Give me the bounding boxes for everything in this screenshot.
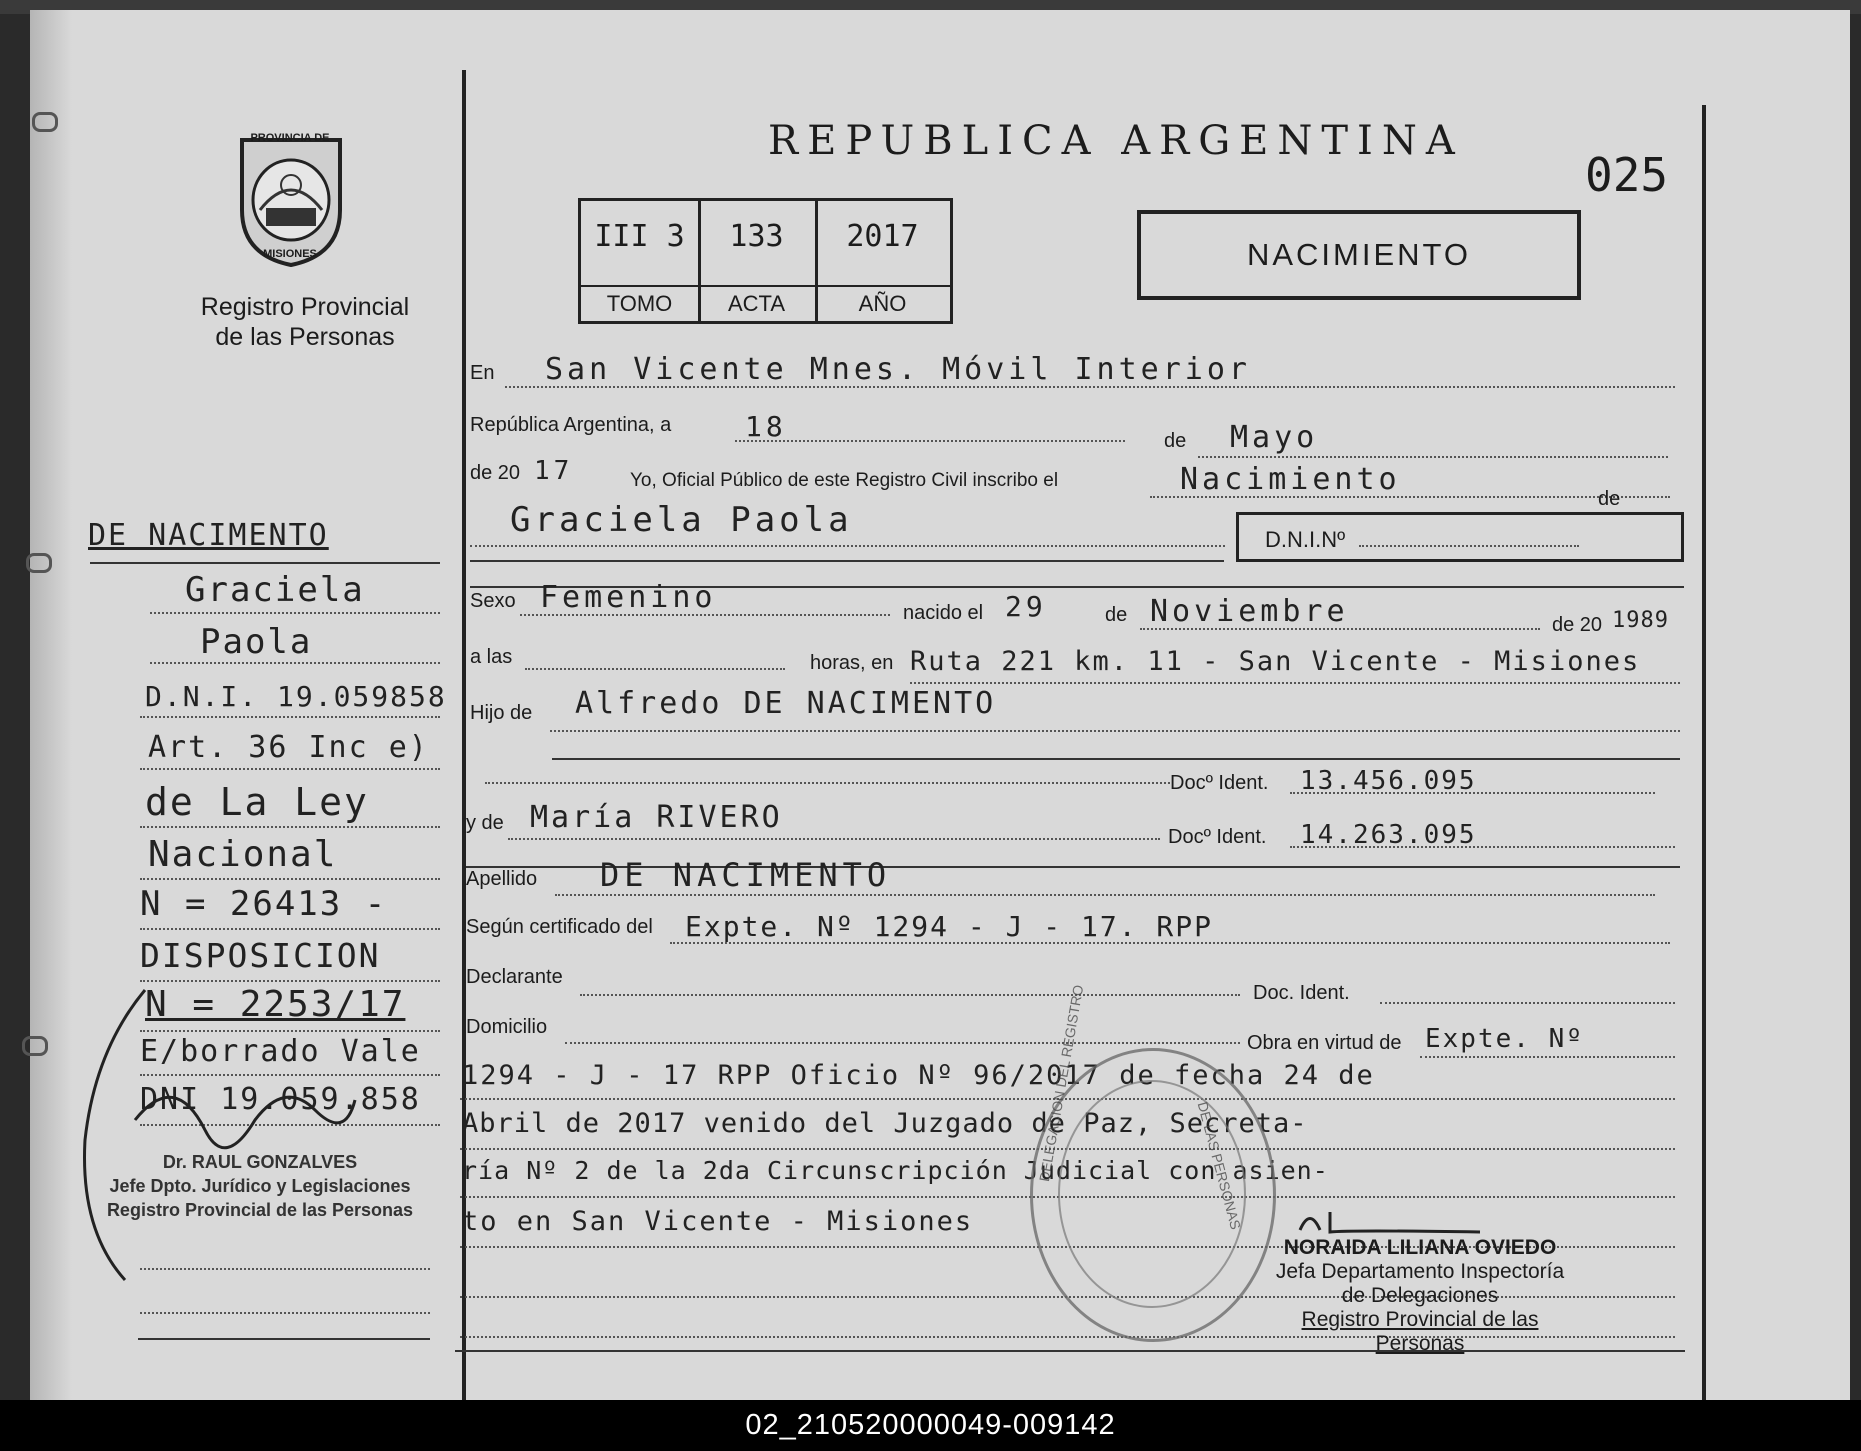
obs-text-3: ría Nº 2 de la 2da Circunscripción Judicial con asien-	[462, 1156, 1329, 1185]
dni-line	[1359, 545, 1579, 547]
margin-line-7: Nacional	[148, 834, 338, 875]
declarante-line	[580, 994, 1240, 996]
segun-label: Según certificado del	[466, 916, 653, 938]
inscribo-value: Nacimiento	[1180, 462, 1401, 497]
place-value: Ruta 221 km. 11 - San Vicente - Misiones	[910, 646, 1641, 677]
dni-box	[1236, 512, 1684, 562]
seal-left-text: DELEGACION DEL REGISTRO	[1036, 983, 1087, 1183]
declarante-doc-label: Doc. Ident.	[1253, 982, 1350, 1004]
signature-block	[1260, 1236, 1580, 1356]
margin-dotted-6	[140, 826, 440, 828]
seal-right-text: DE LAS PERSONAS	[1194, 1100, 1245, 1232]
mother-value: María RIVERO	[530, 800, 783, 835]
en-label: En	[470, 362, 495, 384]
margin-line-6: de La Ley	[145, 780, 369, 824]
oficial-text: Yo, Oficial Público de este Registro Civil inscribo el	[630, 470, 1059, 491]
image-code-footer: 02_210520000049-009142	[0, 1400, 1861, 1451]
sexo-label: Sexo	[470, 590, 516, 612]
margin-signature	[55, 970, 435, 1310]
name-line	[470, 545, 1225, 547]
obs-text-2: Abril de 2017 venido del Juzgado de Paz, Secreta-	[462, 1108, 1308, 1139]
mother-doc: 14.263.095	[1300, 820, 1477, 850]
yde-label: y de	[466, 812, 504, 834]
margin-dotted-13	[140, 1268, 430, 1270]
dni-label: D.N.I.Nº	[1265, 527, 1346, 552]
de20-label-2: de 20	[1552, 614, 1603, 636]
acta-label: ACTA	[698, 285, 815, 317]
obra-label: Obra en virtud de	[1247, 1032, 1402, 1054]
margin-dotted-5	[140, 768, 440, 770]
ano-cell	[815, 201, 950, 321]
sexo-value: Femenino	[540, 580, 717, 615]
de-label-3: de	[1105, 604, 1128, 626]
logo-bottom-text: MISIONES	[263, 248, 317, 260]
margin-dotted-3	[150, 662, 440, 664]
document-type-box: NACIMIENTO	[1137, 210, 1581, 300]
tomo-label: TOMO	[581, 285, 698, 317]
de-label-2: de	[1598, 488, 1621, 510]
signatory-name: NORAIDA LILIANA OVIEDO	[1283, 1236, 1557, 1259]
obs-text-4: to en San Vicente - Misiones	[462, 1206, 974, 1237]
tomo-cell	[581, 201, 701, 321]
republica-label: República Argentina, a	[470, 414, 672, 436]
name-rule	[470, 560, 1224, 562]
logo-top-text: PROVINCIA DE	[250, 132, 330, 144]
father-extra-line	[485, 782, 1170, 784]
margin-line-11: E/borrado Vale	[140, 1034, 421, 1069]
mother-doc-label: Docº Ident.	[1168, 826, 1267, 848]
margin-line-1: DE NACIMENTO	[88, 518, 329, 553]
margin-dotted-4	[140, 716, 440, 718]
birth-year: 1989	[1612, 608, 1669, 633]
margin-line-2: Graciela	[185, 570, 365, 610]
apellido-line	[555, 894, 1655, 896]
month-value: Mayo	[1230, 420, 1319, 455]
de-label: de	[1164, 430, 1187, 452]
margin-dotted-8	[140, 928, 440, 930]
margin-line-4: D.N.I. 19.059858	[145, 680, 447, 713]
margin-line-10: N = 2253/17	[145, 984, 406, 1025]
place-line	[910, 682, 1680, 684]
page-number: 025	[1585, 148, 1669, 202]
margin-dotted-7	[140, 878, 440, 880]
margin-line-5: Art. 36 Inc e)	[148, 730, 429, 765]
obra-value: Expte. Nº	[1425, 1024, 1584, 1054]
registry-line-1: Registro Provincial	[200, 293, 410, 321]
hijo-label: Hijo de	[470, 702, 533, 724]
binder-ring-icon	[32, 112, 58, 132]
margin-stamp-line-1: Dr. RAUL GONZALVES	[162, 1152, 358, 1172]
tomo-value: III 3	[594, 219, 685, 254]
margin-dotted-2	[150, 612, 440, 614]
acta-cell	[698, 201, 818, 321]
apellido-label: Apellido	[466, 868, 538, 890]
nacido-label: nacido el	[903, 602, 984, 624]
day-value: 18	[745, 410, 787, 443]
alas-label: a las	[470, 646, 513, 668]
obra-line	[1420, 1056, 1675, 1058]
father-rule	[552, 758, 1680, 760]
domicilio-label: Domicilio	[466, 1016, 548, 1038]
registry-line-2: de las Personas	[215, 323, 395, 351]
mother-line	[508, 838, 1160, 840]
margin-stamp	[95, 1150, 425, 1222]
day-line	[735, 440, 1125, 442]
declarante-doc-line	[1380, 1002, 1675, 1004]
apellido-value: DE NACIMENTO	[600, 856, 892, 894]
margin-dotted-14	[140, 1312, 430, 1314]
margin-line-3: Paola	[200, 622, 313, 662]
document-title: REPUBLICA ARGENTINA	[768, 118, 1464, 164]
left-margin-rule	[462, 70, 466, 1400]
hour-line	[525, 668, 785, 670]
record-box	[578, 198, 953, 324]
horas-label: horas, en	[810, 652, 894, 674]
binder-ring-icon	[26, 553, 52, 573]
margin-rule-1	[90, 562, 440, 564]
right-margin-rule	[1702, 105, 1706, 1400]
domicilio-line	[565, 1042, 1240, 1044]
margin-bottom-rule	[138, 1338, 430, 1340]
margin-line-9: DISPOSICION	[140, 936, 381, 975]
birth-day: 29	[1005, 590, 1047, 623]
signatory-title-2: de Delegaciones	[1341, 1284, 1499, 1307]
signatory-title-3: Registro Provincial de las Personas	[1301, 1308, 1539, 1355]
father-value: Alfredo DE NACIMENTO	[575, 686, 997, 721]
month-line	[1198, 456, 1668, 458]
de20-label: de 20	[470, 462, 521, 484]
margin-line-8: N = 26413 -	[140, 884, 388, 924]
father-doc: 13.456.095	[1300, 766, 1477, 796]
margin-stamp-line-2: Jefe Dpto. Jurídico y Legislaciones	[109, 1176, 411, 1196]
birth-month: Noviembre	[1150, 594, 1349, 629]
ano-value: 2017	[846, 219, 919, 254]
ano-label: AÑO	[815, 285, 950, 317]
segun-value: Expte. Nº 1294 - J - 17. RPP	[685, 910, 1214, 943]
obs-text-1: 1294 - J - 17 RPP Oficio Nº 96/2017 de fecha 24 de	[462, 1060, 1375, 1091]
declarante-label: Declarante	[466, 966, 563, 988]
margin-line-12: DNI 19.059.858	[140, 1082, 421, 1117]
signatory-title-1: Jefa Departamento Inspectoría	[1275, 1260, 1565, 1283]
father-doc-label: Docº Ident.	[1170, 772, 1269, 794]
binder-ring-icon	[22, 1036, 48, 1056]
name-value: Graciela Paola	[510, 500, 853, 540]
acta-value: 133	[729, 219, 784, 254]
margin-stamp-line-3: Registro Provincial de las Personas	[106, 1200, 414, 1220]
registry-name	[170, 292, 440, 352]
father-line	[550, 730, 1680, 732]
en-value: San Vicente Mnes. Móvil Interior	[545, 352, 1251, 387]
year-value: 17	[534, 456, 574, 486]
